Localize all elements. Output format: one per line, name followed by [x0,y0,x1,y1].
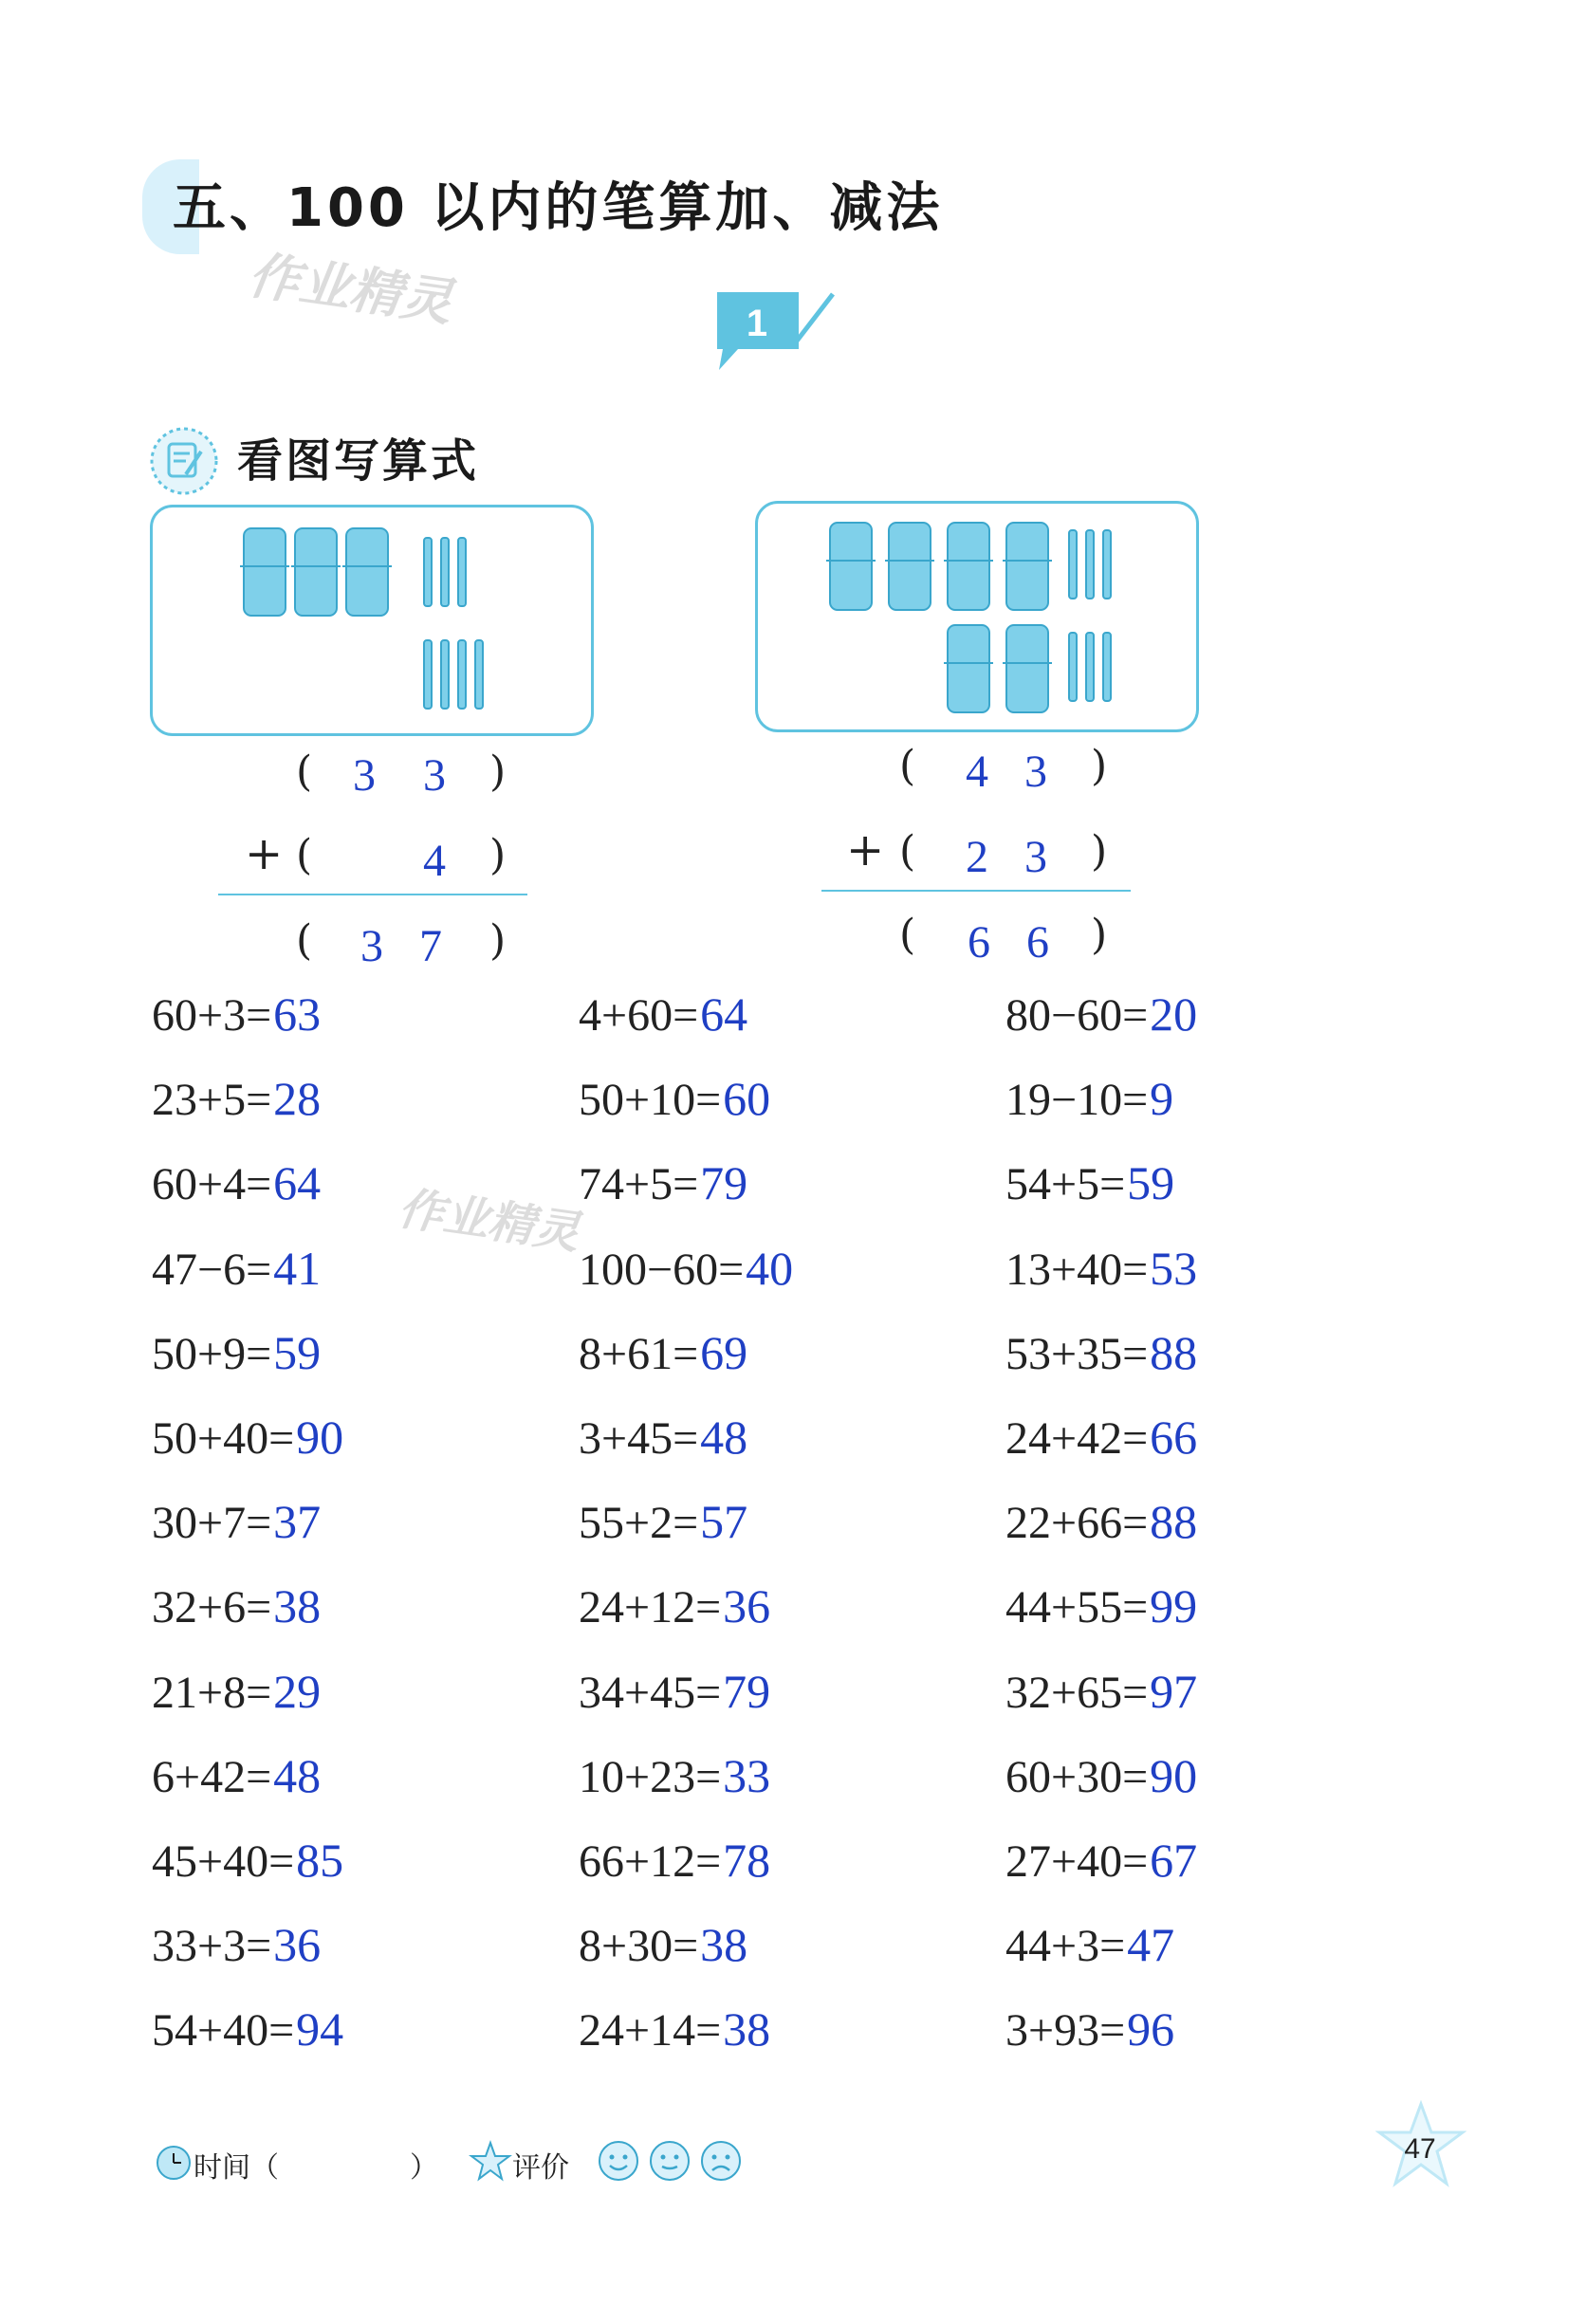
equation-answer: 85 [296,1834,344,1887]
equation-question: 50+10= [579,1075,722,1126]
lesson-number: 1 [746,303,768,344]
equation-question: 8+61= [579,1328,699,1379]
equation-question: 60+30= [1005,1751,1149,1802]
equation-answer: 88 [1150,1495,1198,1549]
smiley-ok-icon[interactable] [647,2138,692,2184]
equation-answer: 33 [723,1748,771,1802]
equation-answer: 69 [700,1325,748,1379]
time-label: 时间（ [194,2151,279,2185]
equation-col2-10 [579,1748,770,1803]
equation-col2-4 [579,1241,793,1296]
answer-digit: 3 [360,921,383,971]
equation-col1-6 [152,1410,343,1465]
equation-answer: 38 [700,1918,748,1972]
right-paren: ) [489,747,507,796]
left-paren: ( [899,742,916,790]
equation-col1-4 [152,1241,321,1296]
equation-question: 24+14= [579,2005,722,2057]
left-paren: ( [899,911,916,959]
equation-col3-7 [1005,1494,1197,1549]
plus-sign: + [245,827,284,880]
equation-question: 50+40= [152,1413,295,1464]
time-close: ） [410,2151,438,2185]
equation-col2-12 [579,1917,747,1972]
right-paren: ) [1091,742,1108,790]
equation-col3-12 [1005,1917,1174,1972]
equation-question: 3+45= [579,1413,699,1464]
equation-col3-13 [1005,2001,1174,2057]
equation-question: 4+60= [579,990,699,1041]
equation-answer: 48 [273,1748,322,1802]
equation-col1-11 [152,1833,343,1888]
right-paren: ) [1091,911,1108,959]
equation-question: 45+40= [152,1836,295,1887]
equation-col1-12 [152,1917,321,1972]
equation-col2-6 [579,1410,747,1465]
equation-answer: 63 [273,987,322,1041]
equation-answer: 67 [1150,1834,1198,1887]
equation-question: 47−6= [152,1244,272,1295]
left-paren: ( [296,916,313,965]
equation-question: 27+40= [1005,1836,1149,1887]
equation-col3-1 [1005,987,1197,1042]
equation-question: 8+30= [579,1921,699,1972]
equation-answer: 64 [700,987,748,1041]
answer-digit: 7 [419,921,442,971]
right-paren: ) [1091,827,1108,876]
equation-col3-3 [1005,1155,1174,1210]
answer-digit: 6 [968,917,990,968]
equation-answer: 78 [723,1834,771,1887]
picture-box-1 [150,505,594,736]
right-paren: ) [489,831,507,879]
equation-question: 66+12= [579,1836,722,1887]
equation-answer: 47 [1127,1918,1175,1972]
equation-question: 50+9= [152,1328,272,1379]
equation-col1-13 [152,2001,343,2057]
equation-answer: 90 [296,1411,344,1464]
equation-answer: 48 [700,1411,748,1464]
equation-col2-13 [579,2001,770,2057]
equation-question: 53+35= [1005,1328,1149,1379]
equation-question: 24+12= [579,1582,722,1633]
equation-question: 60+3= [152,990,272,1041]
equation-answer: 38 [273,1579,322,1633]
equation-col3-8 [1005,1578,1197,1633]
equation-question: 19−10= [1005,1075,1149,1126]
equation-col1-7 [152,1494,321,1549]
watermark-2: 作业精灵 [395,1181,583,1261]
equation-answer: 60 [723,1072,771,1126]
equation-question: 24+42= [1005,1413,1149,1464]
left-paren: ( [296,747,313,796]
answer-digit: 2 [966,832,988,882]
answer-digit: 6 [1026,917,1049,968]
answer-digit: 3 [423,750,446,801]
equation-question: 13+40= [1005,1244,1149,1295]
equation-col2-1 [579,987,747,1042]
page-title: 五、100 以内的笔算加、减法 [173,177,944,239]
smiley-sad-icon[interactable] [698,2138,744,2184]
equation-col3-2 [1005,1071,1173,1126]
equation-answer: 20 [1150,987,1198,1041]
equation-question: 6+42= [152,1751,272,1802]
equation-answer: 29 [273,1664,322,1718]
equation-col3-9 [1005,1664,1197,1719]
clock-icon [154,2142,194,2182]
equation-col2-5 [579,1325,747,1380]
equation-col1-9 [152,1664,321,1719]
equation-question: 34+45= [579,1667,722,1718]
equation-answer: 97 [1150,1664,1198,1718]
equation-question: 10+23= [579,1751,722,1802]
right-paren: ) [489,916,507,965]
watermark: 作业精灵 [245,245,456,333]
equation-answer: 28 [273,1072,322,1126]
answer-digit: 3 [1024,747,1047,797]
equation-answer: 88 [1150,1325,1198,1379]
equation-answer: 59 [273,1325,322,1379]
equation-question: 3+93= [1005,2005,1126,2057]
equation-col2-9 [579,1664,770,1719]
equation-question: 23+5= [152,1075,272,1126]
equation-col1-8 [152,1578,321,1633]
sum-line [821,890,1131,892]
equation-question: 100−60= [579,1244,745,1295]
equation-question: 74+5= [579,1159,699,1210]
equation-col1-2 [152,1071,321,1126]
sticks-illustration-1 [153,507,591,733]
equation-question: 22+66= [1005,1498,1149,1549]
answer-digit: 4 [966,747,988,797]
sum-line [218,894,527,895]
equation-question: 32+65= [1005,1667,1149,1718]
equation-answer: 36 [723,1579,771,1633]
smiley-happy-icon[interactable] [596,2138,641,2184]
equation-answer: 41 [273,1241,322,1295]
equation-col2-2 [579,1071,770,1126]
equation-question: 33+3= [152,1921,272,1972]
evaluation-label: 评价 [512,2151,569,2185]
equation-answer: 66 [1150,1411,1198,1464]
equation-col1-10 [152,1748,321,1803]
page-number: 47 [1404,2133,1436,2165]
equation-col2-3 [579,1155,747,1210]
equation-question: 44+3= [1005,1921,1126,1972]
equation-answer: 79 [723,1664,771,1718]
equation-answer: 59 [1127,1156,1175,1210]
equation-answer: 99 [1150,1579,1198,1633]
equation-col3-11 [1005,1833,1197,1888]
equation-question: 55+2= [579,1498,699,1549]
answer-digit: 3 [1024,832,1047,882]
equation-col1-5 [152,1325,321,1380]
picture-box-2 [755,501,1199,732]
star-icon [469,2140,512,2184]
equation-answer: 53 [1150,1241,1198,1295]
equation-answer: 64 [273,1156,322,1210]
equation-answer: 36 [273,1918,322,1972]
equation-question: 80−60= [1005,990,1149,1041]
left-paren: ( [296,831,313,879]
section-title: 看图写算式 [237,434,480,488]
equation-question: 32+6= [152,1582,272,1633]
equation-col2-11 [579,1833,770,1888]
equation-question: 54+40= [152,2005,295,2057]
equation-question: 44+55= [1005,1582,1149,1633]
equation-answer: 9 [1150,1072,1174,1126]
equation-col2-7 [579,1494,747,1549]
equation-answer: 96 [1127,2002,1175,2057]
plus-sign: + [846,823,885,876]
equation-answer: 38 [723,2002,771,2057]
equation-col3-10 [1005,1748,1197,1803]
equation-question: 30+7= [152,1498,272,1549]
equation-answer: 40 [746,1241,794,1295]
equation-question: 21+8= [152,1667,272,1718]
equation-question: 60+4= [152,1159,272,1210]
answer-digit: 3 [353,750,376,801]
left-paren: ( [899,827,916,876]
pencil-note-icon [148,425,220,497]
equation-answer: 79 [700,1156,748,1210]
equation-answer: 57 [700,1495,748,1549]
equation-col1-3 [152,1155,321,1210]
equation-col2-8 [579,1578,770,1633]
equation-answer: 37 [273,1495,322,1549]
equation-col3-5 [1005,1325,1197,1380]
equation-answer: 94 [296,2002,344,2057]
lesson-badge [713,286,837,374]
equation-answer: 90 [1150,1748,1198,1802]
equation-col1-1 [152,987,321,1042]
equation-col3-6 [1005,1410,1197,1465]
equation-question: 54+5= [1005,1159,1126,1210]
sticks-illustration-2 [758,504,1196,729]
answer-digit: 4 [423,836,446,886]
equation-col3-4 [1005,1241,1197,1296]
